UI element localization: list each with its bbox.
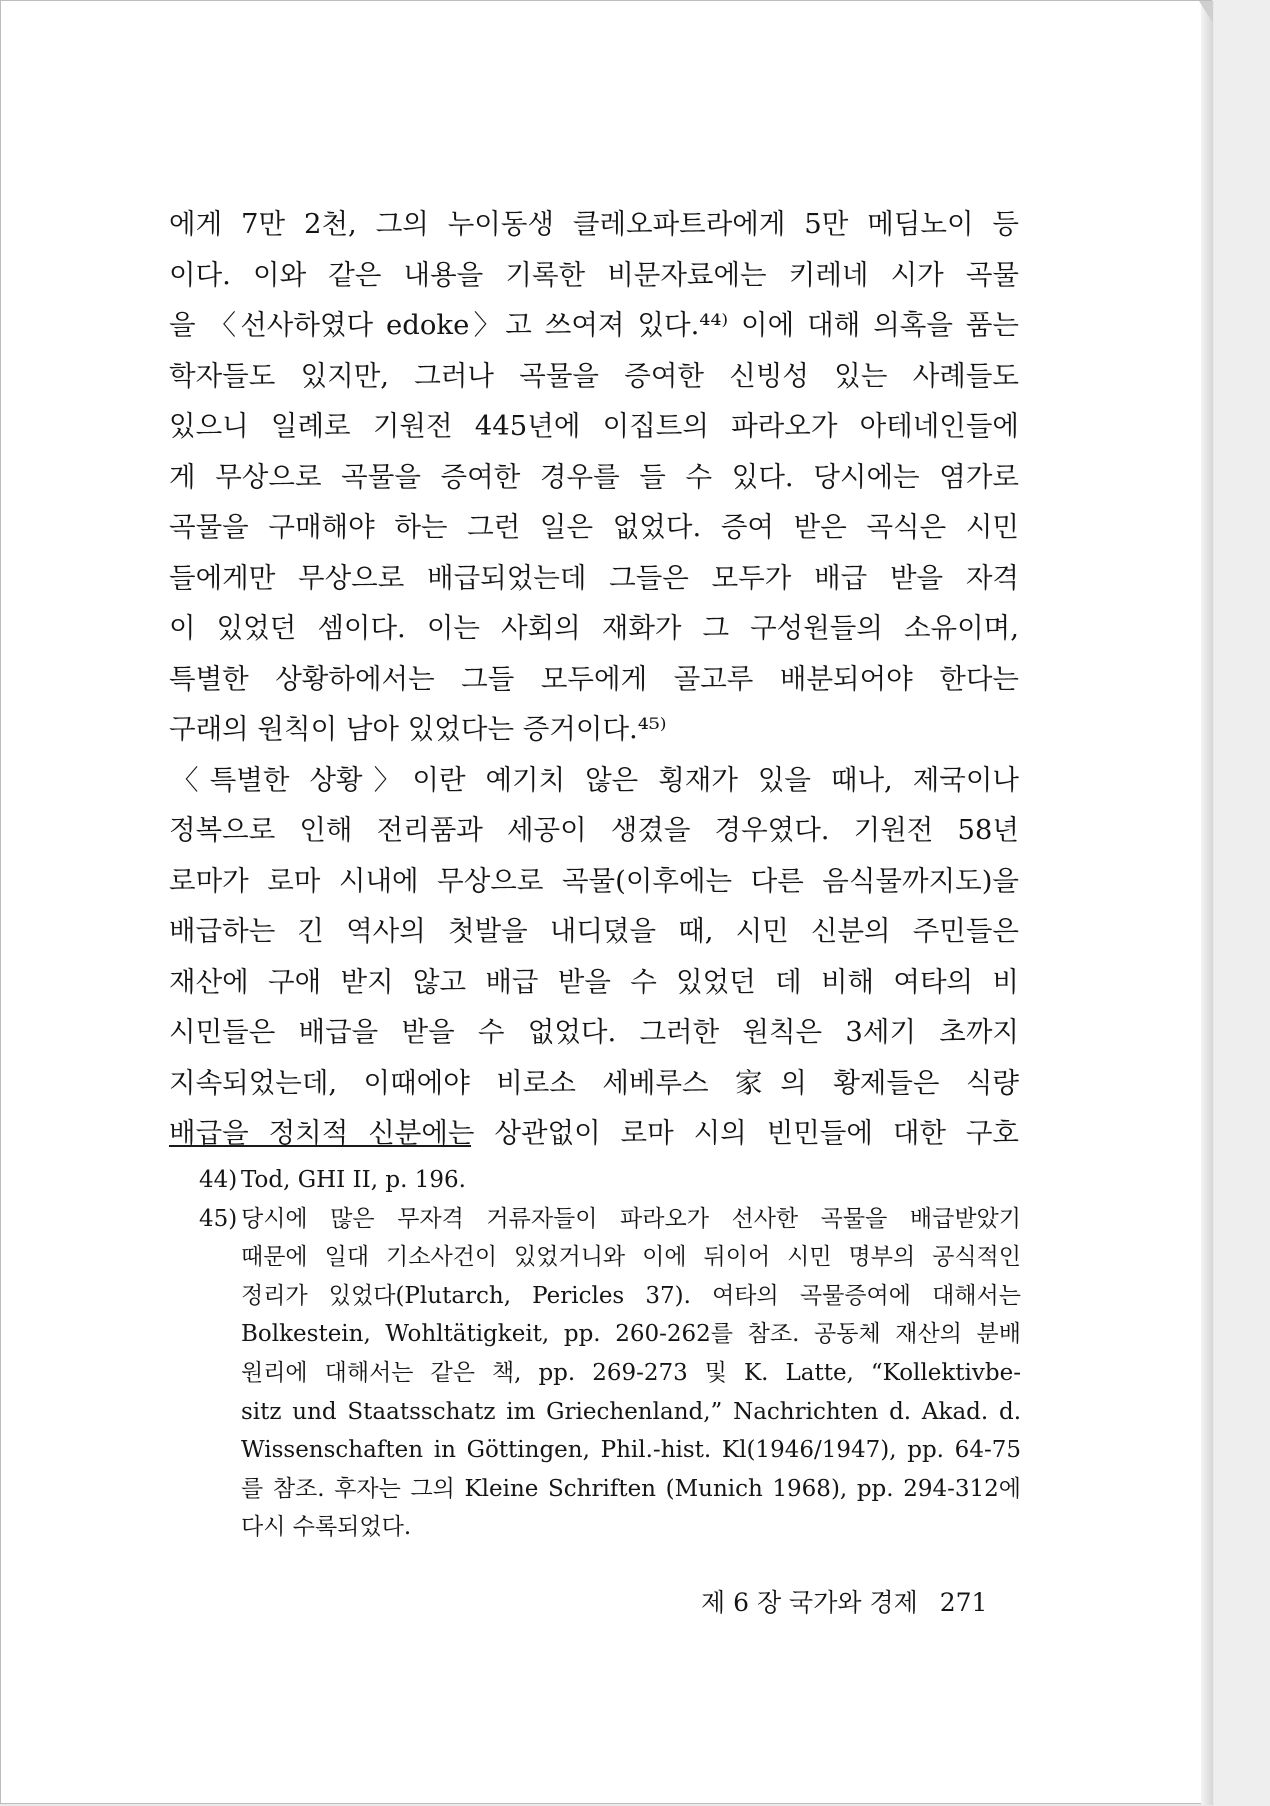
text-line: 을 〈선사하였다 edoke〉고 쓰여져 있다.⁴⁴⁾ 이에 대해 의혹을 품는 bbox=[169, 309, 1019, 341]
text-line: 로마가 로마 시내에 무상으로 곡물(이후에는 다른 음식물까지도)을 bbox=[169, 864, 1019, 897]
footnote-line: sitz und Staatsschatz im Griechenland,” Nachrichten d. Akad. d. bbox=[241, 1398, 1021, 1425]
text-line: 〈특별한 상황〉이란 예기치 않은 횡재가 있을 때나, 제국이나 bbox=[171, 763, 1019, 796]
footnote-line: 때문에 일대 기소사건이 있었거니와 이에 뒤이어 시민 명부의 공식적인 bbox=[241, 1244, 1021, 1271]
text-line: 이 있었던 셈이다. 이는 사회의 재화가 그 구성원들의 소유이며, bbox=[169, 612, 1019, 644]
footnote-line: 당시에 많은 무자격 거류자들이 파라오가 선사한 곡물을 배급받았기 bbox=[241, 1205, 1021, 1232]
page-edge-shadow bbox=[1201, 1, 1213, 1805]
text-line: 곡물을 구매해야 하는 그런 일은 없었다. 증여 받은 곡식은 시민 bbox=[169, 511, 1019, 543]
text-line: 에게 7만 2천, 그의 누이동생 클레오파트라에게 5만 메딤노이 등 bbox=[169, 208, 1019, 240]
text-line: 이다. 이와 같은 내용을 기록한 비문자료에는 키레네 시가 곡물 bbox=[169, 258, 1019, 291]
text-line: 게 무상으로 곡물을 증여한 경우를 들 수 있다. 당시에는 염가로 bbox=[169, 460, 1019, 493]
page-footer bbox=[701, 1583, 1001, 1623]
text-line: 재산에 구애 받지 않고 배급 받을 수 있었던 데 비해 여타의 비 bbox=[169, 965, 1019, 998]
running-footer-chapter: 제 6 장 국가와 경제 bbox=[701, 1588, 918, 1617]
footnote-line: Wissenschaften in Göttingen, Phil.-hist. Kl(1946/1947), pp. 64-75 bbox=[241, 1437, 1021, 1464]
text-line: 지속되었는데, 이때에야 비로소 세베루스 家의 황제들은 식량 bbox=[169, 1066, 1019, 1099]
footnote-line: 를 참조. 후자는 그의 Kleine Schriften (Munich 1968), pp. 294-312에 bbox=[241, 1475, 1021, 1502]
page-number: 271 bbox=[939, 1588, 988, 1617]
footnote-number: 44) bbox=[199, 1167, 238, 1193]
footnote-number: 45) bbox=[199, 1205, 238, 1232]
viewer-scroll-area[interactable] bbox=[1214, 0, 1270, 1806]
text-line: 구래의 원칙이 남아 있었다는 증거이다.⁴⁵⁾ bbox=[169, 713, 667, 745]
text-line: 시민들은 배급을 받을 수 없었다. 그러한 원칙은 3세기 초까지 bbox=[169, 1016, 1019, 1048]
footnote-44 bbox=[199, 1161, 1021, 1200]
text-line: 배급하는 긴 역사의 첫발을 내디뎠을 때, 시민 신분의 주민들은 bbox=[169, 915, 1019, 947]
footnote-line: 원리에 대해서는 같은 책, pp. 269-273 및 K. Latte, “Kollektivbe- bbox=[241, 1359, 1021, 1386]
footnote-divider bbox=[169, 1145, 471, 1147]
main-text bbox=[169, 199, 1019, 1159]
footnotes bbox=[199, 1161, 1021, 1547]
footnote-line: 정리가 있었다(Plutarch, Pericles 37). 여타의 곡물증여에 대해서는 bbox=[241, 1282, 1021, 1309]
text-line: 정복으로 인해 전리품과 세공이 생겼을 경우였다. 기원전 58년 bbox=[169, 814, 1019, 846]
text-line: 특별한 상황하에서는 그들 모두에게 골고루 배분되어야 한다는 bbox=[169, 662, 1019, 695]
text-line: 학자들도 있지만, 그러나 곡물을 증여한 신빙성 있는 사례들도 bbox=[169, 359, 1019, 392]
footnote-45 bbox=[199, 1200, 1021, 1547]
footnote-line: 다시 수록되었다. bbox=[241, 1514, 412, 1541]
footnote-line: Bolkestein, Wohltätigkeit, pp. 260-262를 참조. 공동체 재산의 분배 bbox=[241, 1321, 1021, 1348]
text-line: 있으니 일례로 기원전 445년에 이집트의 파라오가 아테네인들에 bbox=[169, 410, 1019, 442]
text-line: 들에게만 무상으로 배급되었는데 그들은 모두가 배급 받을 자격 bbox=[169, 561, 1019, 594]
text-line: 배급을 정치적 신분에는 상관없이 로마 시의 빈민들에 대한 구호 bbox=[169, 1117, 1019, 1149]
footnote-line: Tod, GHI II, p. 196. bbox=[241, 1167, 466, 1193]
